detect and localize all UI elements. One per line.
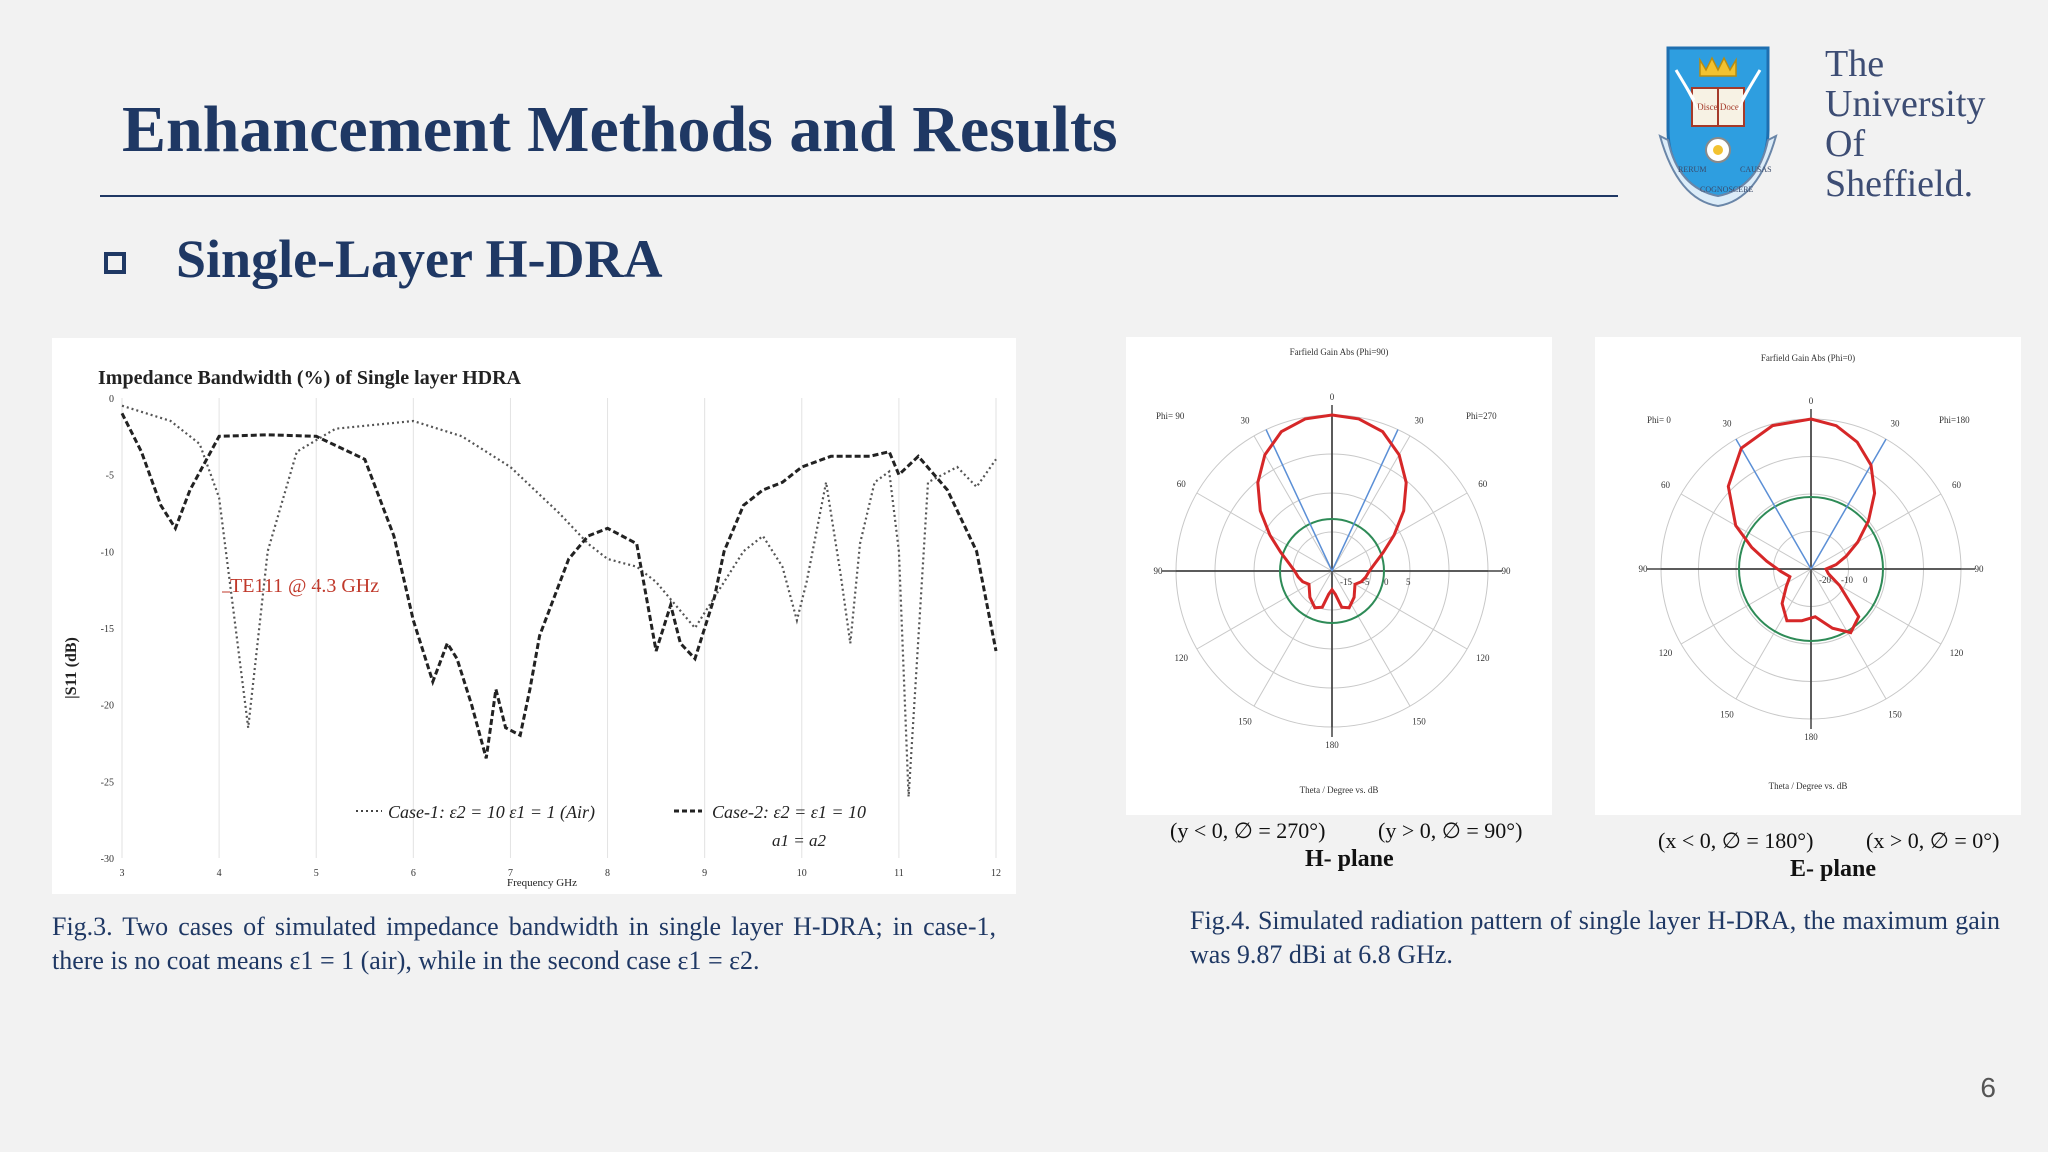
angle-label: 120 [1658,648,1673,658]
angle-label: 60 [1951,480,1961,490]
polar-title: Farfield Gain Abs (Phi=0) [1760,353,1856,363]
section-heading: Single-Layer H-DRA [176,229,663,289]
angle-label: 30 [1722,418,1732,429]
fig4-caption: Fig.4. Simulated radiation pattern of single layer H-DRA, the maximum gain was 9.87 dBi at 6.8 GHz. [1190,906,2000,969]
ring-label: -20 [1819,575,1831,585]
angle-label: 150 [1888,709,1902,720]
y-tick-label: -25 [100,777,114,789]
x-tick-label: 4 [216,868,222,879]
angle-label: 150 [1238,716,1252,727]
angle-label: 30 [1414,415,1424,426]
fig3-caption: Fig.3. Two cases of simulated impedance bandwidth in single layer H-DRA; in case-1, there is no coat means ε1 = 1 (air), while in the second case ε1 = ε2. [52,912,996,975]
h-plane-polar-plot [1126,337,1552,815]
legend-case1: Case-1: ε2 = 10 ε1 = 1 (Air) [388,802,595,822]
crest-icon [1648,40,1788,210]
polar-right-label: Phi=270 [1466,411,1497,421]
angle-label: 150 [1720,709,1734,720]
angle-label: 120 [1949,648,1964,658]
polar-title: Farfield Gain Abs (Phi=90) [1289,347,1389,357]
y-tick-label: -20 [100,700,114,712]
y-tick-label: -30 [100,854,114,865]
angle-label: 90 [1638,564,1648,574]
section-bullet [104,228,662,290]
e-plane-panel [1595,337,2021,815]
chart-title: Impedance Bandwidth (%) of Single layer HDRA [98,367,521,389]
crest-motto-left: RERUM [1678,165,1707,174]
e-plane-sub-left: (x < 0, ∅ = 180°) [1658,828,1814,853]
ring-label: 0 [1384,577,1389,587]
chart-grid [122,398,996,858]
beam-line [1736,439,1811,569]
page-number: 6 [1980,1072,1996,1103]
beam-line [1811,439,1886,569]
polar-bottom-label: Theta / Degree vs. dB [1768,781,1848,791]
e-plane-label: E- plane [1790,856,1877,882]
angle-label: 30 [1240,415,1250,426]
angle-label: 180 [1804,732,1818,742]
bullet-square-icon [104,252,126,274]
x-tick-label: 8 [605,868,611,879]
e-plane-polar-plot [1595,337,2021,815]
h-plane-sub-left: (y < 0, ∅ = 270°) [1170,818,1326,843]
y-tick-label: -10 [100,547,114,559]
h-plane-sub-right: (y > 0, ∅ = 90°) [1378,818,1523,843]
chart-series [122,406,996,797]
x-tick-label: 9 [702,868,708,879]
angle-label: 0 [1808,396,1814,406]
angle-label: 60 [1176,479,1186,489]
y-tick-label: 0 [109,394,114,405]
x-tick-label: 10 [796,868,807,879]
ring-label: 0 [1863,575,1868,585]
h-plane-label: H- plane [1305,846,1394,872]
mode-annotation: TE111 @ 4.3 GHz [230,575,380,597]
series-case1-line [122,406,996,797]
crest-motto-mid: COGNOSCERE [1700,185,1754,194]
y-tick-label: -15 [100,624,114,635]
fig3-panel [52,338,1016,894]
angle-label: 90 [1153,566,1163,576]
angle-label: 180 [1325,740,1339,750]
angle-label: 90 [1501,566,1511,576]
angle-label: 60 [1478,479,1488,489]
ring-label: -15 [1340,577,1352,587]
crest-book-text: Disce Doce [1697,102,1739,112]
polar-right-label: Phi=180 [1939,415,1970,425]
slide-title: Enhancement Methods and Results [122,93,1118,166]
angle-label: 120 [1475,653,1490,663]
ring-label: -5 [1362,577,1370,587]
title-divider [100,195,1618,197]
logo-line: Of [1825,123,1866,165]
logo-line: University [1825,83,1986,125]
angle-label: 60 [1661,480,1671,490]
university-name [1825,44,1985,204]
e-plane-sub-right: (x > 0, ∅ = 0°) [1866,828,2000,853]
angle-label: 30 [1890,418,1900,429]
x-axis-label: Frequency GHz [507,877,577,889]
x-tick-label: 5 [313,868,319,879]
polar-bottom-label: Theta / Degree vs. dB [1299,785,1379,795]
x-tick-label: 11 [894,868,904,879]
legend-case2: Case-2: ε2 = ε1 = 10 [712,802,866,822]
y-tick-label: -5 [105,470,114,482]
polar-left-label: Phi= 90 [1156,411,1185,421]
polar-left-label: Phi= 0 [1647,415,1671,425]
logo-line: Sheffield. [1825,163,1974,205]
x-tick-label: 12 [991,868,1001,879]
angle-label: 90 [1974,564,1984,574]
legend-case2-sub: a1 = a2 [772,831,826,850]
y-axis-label: |S11 (dB) [63,637,80,699]
h-plane-panel [1126,337,1552,815]
angle-label: 0 [1329,392,1335,402]
ring-label: -10 [1841,575,1853,585]
angle-label: 150 [1412,716,1426,727]
angle-label: 120 [1174,653,1189,663]
logo-line: The [1825,43,1885,85]
crest-motto-right: CAUSAS [1740,165,1772,174]
x-tick-label: 6 [410,868,416,879]
x-tick-label: 7 [507,868,513,879]
ring-label: 5 [1406,577,1411,587]
x-tick-label: 3 [119,868,125,879]
polar-body [1639,396,1985,742]
s11-chart [52,338,1016,894]
polar-body [1154,392,1512,750]
